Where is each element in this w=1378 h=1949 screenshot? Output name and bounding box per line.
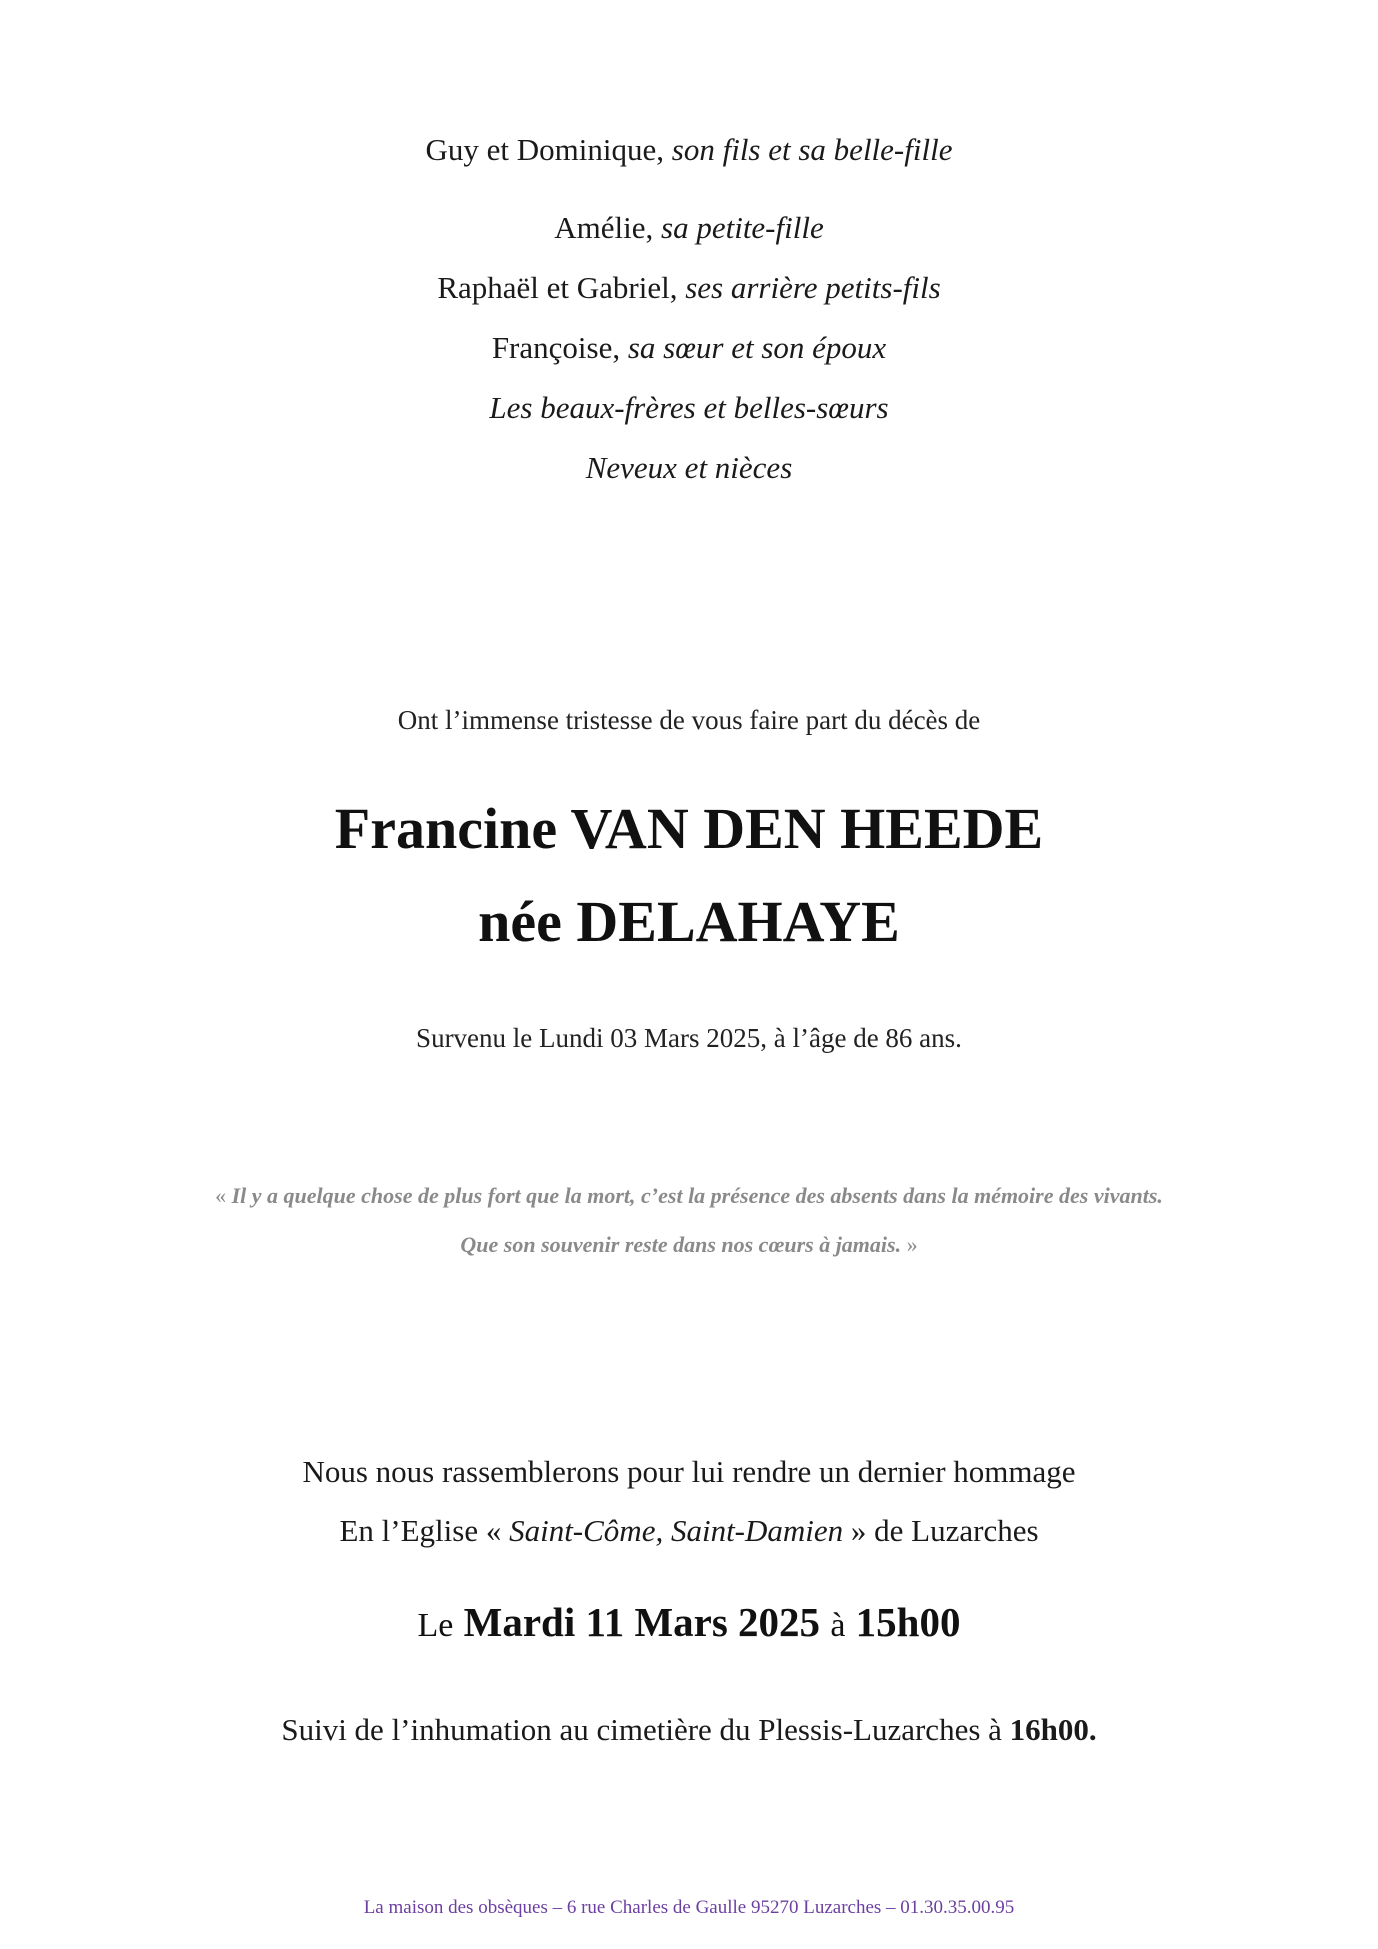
family-line-great-grandsons — [0, 270, 1378, 306]
family-name: Guy et Dominique, — [425, 132, 665, 167]
burial-line — [0, 1712, 1378, 1748]
family-name: Raphaël et Gabriel, — [437, 270, 678, 305]
family-name: Amélie, — [554, 210, 654, 245]
burial-time: 16h00. — [1009, 1712, 1097, 1747]
church-suffix: » de Luzarches — [850, 1513, 1039, 1548]
footer-contact: La maison des obsèques – 6 rue Charles de Gaulle 95270 Luzarches – 01.30.35.00.95 — [363, 1897, 1015, 1918]
family-relation: sa sœur et son époux — [627, 330, 887, 365]
quote-open-mark: « — [215, 1183, 227, 1208]
family-relation: Les beaux-frères et belles-sœurs — [489, 390, 889, 425]
quote-text-2: Que son souvenir reste dans nos cœurs à jamais. — [460, 1232, 902, 1257]
family-relation: Neveux et nièces — [585, 450, 793, 485]
deceased-name: Francine VAN DEN HEEDE — [334, 796, 1044, 861]
church-line — [0, 1513, 1378, 1549]
family-line-nephews — [0, 450, 1378, 486]
family-line-son — [0, 132, 1378, 168]
announcement-intro: Ont l’immense tristesse de vous faire part du décès de — [397, 705, 981, 735]
quote-text-1: Il y a quelque chose de plus fort que la mort, c’est la présence des absents dans la mémoire des vivants. — [231, 1183, 1163, 1208]
quote-close-mark: » — [906, 1232, 918, 1257]
family-line-in-laws — [0, 390, 1378, 426]
death-date-line: Survenu le Lundi 03 Mars 2025, à l’âge de 86 ans. — [416, 1023, 962, 1053]
family-relation: son fils et sa belle-fille — [671, 132, 953, 167]
burial-text: Suivi de l’inhumation au cimetière du Plessis-Luzarches à — [281, 1712, 1002, 1747]
date-prefix: Le — [417, 1607, 454, 1644]
church-prefix: En l’Eglise « — [339, 1513, 502, 1548]
family-name: Françoise, — [491, 330, 621, 365]
family-line-sister — [0, 330, 1378, 366]
family-line-granddaughter — [0, 210, 1378, 246]
family-relation: ses arrière petits-fils — [685, 270, 941, 305]
date-at: à — [830, 1607, 846, 1644]
ceremony-date-line — [0, 1598, 1378, 1646]
church-name: Saint-Côme, Saint-Damien — [509, 1513, 844, 1548]
deceased-maiden-name: née DELAHAYE — [478, 889, 900, 954]
ceremony-time: 15h00 — [855, 1599, 961, 1645]
family-relation: sa petite-fille — [661, 210, 824, 245]
quote-line-2 — [0, 1232, 1378, 1258]
quote-line-1 — [0, 1183, 1378, 1209]
ceremony-date: Mardi 11 Mars 2025 — [463, 1599, 821, 1645]
gather-line: Nous nous rassemblerons pour lui rendre un dernier hommage — [302, 1454, 1076, 1489]
